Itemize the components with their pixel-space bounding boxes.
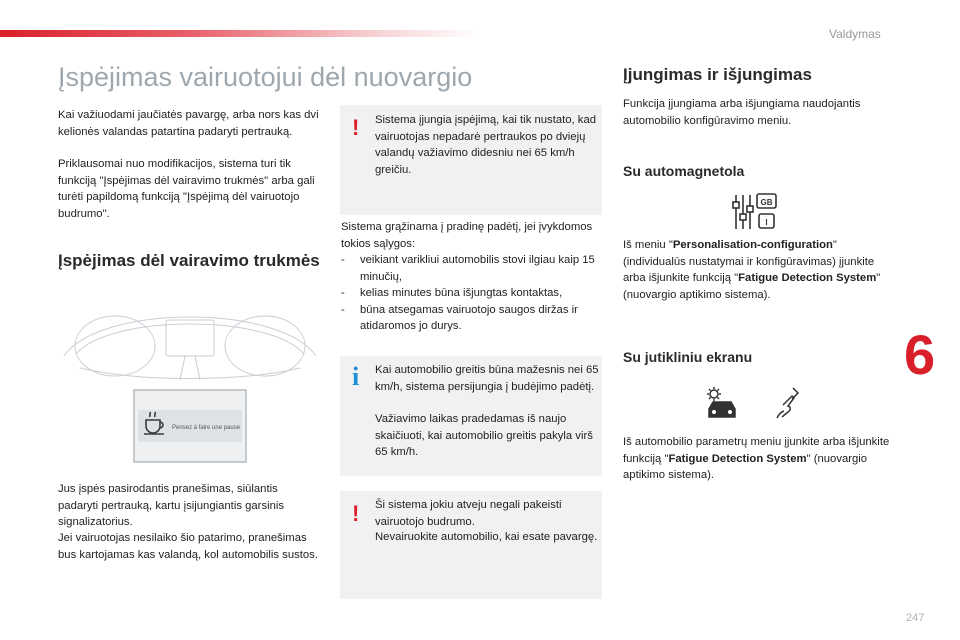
list-item: - veikiant varikliui automobilis stovi ilgiau kaip 15 minučių,	[341, 252, 603, 285]
warning-box-1	[340, 105, 602, 215]
header-accent-bar	[0, 30, 480, 37]
list-item: - kelias minutes būna išjungtas kontaktas,	[341, 285, 603, 302]
settings-sliders-icon	[730, 192, 778, 232]
audio-icon-label-1: GB	[760, 198, 773, 207]
touch-instructions: Iš automobilio parametrų meniu įjunkite arba išjunkite funkciją "Fatigue Detection System" (nuovargio aptikimo sistema).	[623, 436, 890, 481]
reset-conditions-list	[341, 252, 603, 335]
section-label: Valdymas	[829, 27, 881, 41]
warning-icon: !	[352, 501, 360, 526]
duration-heading: Įspėjimas dėl vairavimo trukmės	[58, 251, 320, 270]
intro-paragraph-2: Priklausomai nuo modifikacijos, sistema turi tik funkciją "Įspėjimas dėl vairavimo trukmės" arba gali turėti papildomą funkciją "Įspėjimą dėl vairuotojo budrumo".	[58, 158, 315, 220]
info-icon: i	[352, 362, 360, 391]
info-box	[340, 356, 602, 476]
alert-paragraph-1: Jus įspės pasirodantis pranešimas, siūlantis padaryti pertrauką, kartu įsijungiantis garsinis signalizatorius.	[58, 483, 285, 528]
page-title: Įspėjimas vairuotojui dėl nuovargio	[58, 62, 473, 92]
reset-intro: Sistema grąžinama į pradinę padėtį, jei įvykdomos tokios sąlygos:	[341, 221, 593, 250]
chapter-number: 6	[904, 323, 936, 386]
audio-instructions: Iš meniu "Personalisation-configuration" (individualūs nustatymai ir konfigūravimas) įjunkite arba išjunkite funkciją "Fatigue Detection System" (nuovargio aptikimo sistema).	[623, 239, 881, 301]
intro-paragraph-1: Kai važiuodami jaučiatės pavargę, arba nors kas dvi kelionės valandas patartina padaryti pertrauką.	[58, 109, 319, 138]
dashboard-illustration	[60, 298, 320, 468]
touch-hand-icon	[771, 385, 803, 421]
info-text-2: Važiavimo laikas pradedamas iš naujo skaičiuoti, kai automobilio greitis pakyla virš 65 km/h.	[375, 413, 593, 458]
list-item: - būna atsegamas vairuotojo saugos diržas ir atidaromos jo durys.	[341, 302, 603, 335]
info-text-1: Kai automobilio greitis būna mažesnis nei 65 km/h, sistema persijungia į budėjimo padėtį.	[375, 364, 599, 393]
activation-intro: Funkcija įjungiama arba išjungiama naudojantis automobilio konfigūravimo meniu.	[623, 98, 861, 127]
warning-1-text: Sistema įjungia įspėjimą, kai tik nustato, kad vairuotojas nepadarė pertraukos po dviejų valandų važiavimo didesniu nei 65 km/h greičiu.	[375, 114, 597, 176]
warning-2-text-1: Ši sistema jokiu atveju negali pakeisti vairuotojo budrumo.	[375, 499, 562, 528]
car-settings-icon	[703, 385, 741, 421]
right-gauge	[225, 316, 305, 376]
audio-heading: Su automagnetola	[623, 163, 745, 179]
activation-heading: Įjungimas ir išjungimas	[623, 65, 812, 84]
center-display	[166, 320, 214, 356]
dashboard-message: Pensez à faire une pause	[172, 425, 241, 431]
audio-icon-label-2: I	[765, 218, 768, 227]
warning-2-text-2: Nevairuokite automobilio, kai esate pavargę.	[375, 531, 598, 543]
page-number: 247	[906, 612, 925, 624]
warning-box-2	[340, 491, 602, 599]
dashboard-outline	[64, 317, 316, 356]
warning-icon: !	[352, 115, 360, 140]
touch-heading: Su jutikliniu ekranu	[623, 349, 753, 365]
alert-paragraph-2: Jei vairuotojas nesilaiko šio patarimo, pranešimas bus kartojamas kas valandą, kol automobilis sustos.	[58, 532, 318, 561]
left-gauge	[75, 316, 155, 376]
